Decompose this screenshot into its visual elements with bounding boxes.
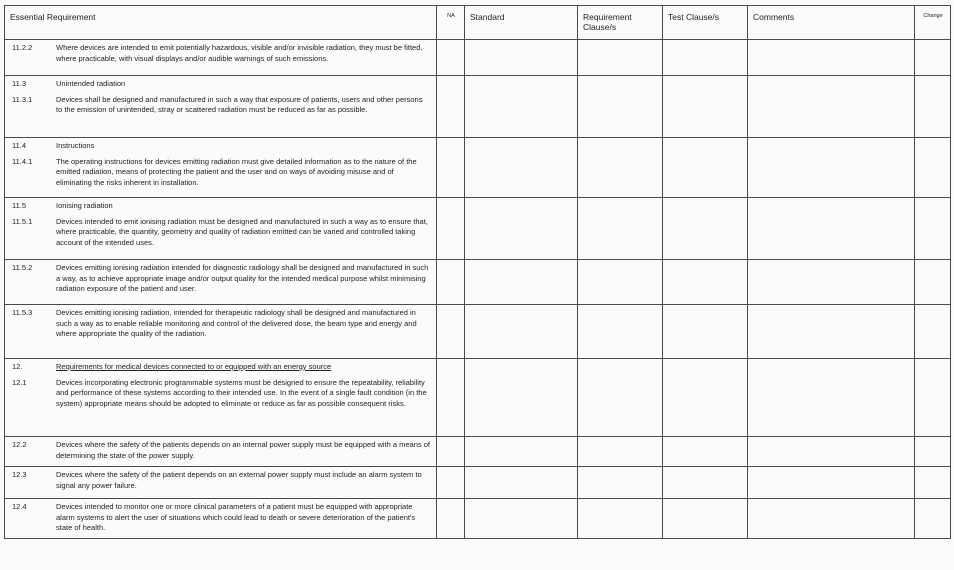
comments-cell (748, 198, 915, 260)
table-row (5, 305, 951, 359)
table-row (5, 198, 951, 260)
standard-cell (465, 138, 578, 198)
na-cell (437, 40, 465, 76)
requirement-clause-cell (578, 76, 663, 138)
clause-text: Devices intended to emit ionising radiation must be designed and manufactured in such a way as to ensure that, where practicable, the quantity, geometry and quality of radiation emitted can be varied and controlled taking account of the intended uses. (56, 216, 428, 247)
na-cell (437, 305, 465, 359)
essential-requirements-table (4, 5, 951, 539)
requirement-cell (5, 138, 437, 198)
change-cell (915, 305, 951, 359)
header-standard: Standard (465, 6, 578, 40)
clause-text: Devices emitting ionising radiation, intended for therapeutic radiology shall be designed and manufactured in such a way as to enable reliable monitoring and control of the delivered dose, the beam type and energy and where appropriate the quality of the radiation. (56, 308, 417, 338)
clause-number: 11.4.1 (12, 156, 33, 166)
requirement-cell (5, 40, 437, 76)
standard-cell (465, 359, 578, 437)
header-requirement-clause: Requirement Clause/s (578, 6, 663, 40)
test-clause-cell (663, 198, 748, 260)
clause-text: Where devices are intended to emit potentially hazardous, visible and/or invisible radiation, they must be fitted, where practicable, with visual displays and/or audible warnings of such emissions. (56, 43, 423, 63)
clause-number: 11.5.1 (12, 216, 33, 226)
table-row (5, 40, 951, 76)
change-cell (915, 437, 951, 467)
clause-number: 11.5 (12, 201, 27, 210)
clause-number: 12.1 (12, 377, 27, 387)
table-row (5, 499, 951, 539)
requirement-cell (5, 499, 437, 539)
table-row (5, 260, 951, 305)
requirement-item (12, 502, 430, 534)
requirement-cell (5, 467, 437, 499)
requirement-clause-cell (578, 499, 663, 539)
requirement-cell (5, 437, 437, 467)
requirement-item (12, 43, 430, 64)
comments-cell (748, 260, 915, 305)
requirement-cell (5, 305, 437, 359)
requirement-item (12, 263, 430, 295)
test-clause-cell (663, 260, 748, 305)
test-clause-cell (663, 138, 748, 198)
test-clause-cell (663, 76, 748, 138)
comments-cell (748, 138, 915, 198)
clause-number: 11.5.2 (12, 263, 33, 272)
na-cell (437, 437, 465, 467)
comments-cell (748, 305, 915, 359)
test-clause-cell (663, 437, 748, 467)
standard-cell (465, 467, 578, 499)
requirement-item (12, 440, 430, 461)
requirement-item (12, 141, 430, 152)
requirement-clause-cell (578, 305, 663, 359)
na-cell (437, 138, 465, 198)
table-row (5, 359, 951, 437)
na-cell (437, 76, 465, 138)
change-cell (915, 359, 951, 437)
table-row (5, 467, 951, 499)
clause-number: 11.5.3 (12, 308, 33, 317)
requirement-clause-cell (578, 40, 663, 76)
requirement-clause-cell (578, 138, 663, 198)
comments-cell (748, 359, 915, 437)
clause-text: Devices incorporating electronic programmable systems must be designed to ensure the repeatability, reliability and performance of these systems according to their intended use. In the event of a single fault condition (in the system) appropriate means should be adopted to eliminate or reduce as far as possible consequent risks. (56, 377, 427, 408)
requirement-cell (5, 260, 437, 305)
requirement-item (12, 157, 430, 189)
na-cell (437, 260, 465, 305)
header-essential-requirement: Essential Requirement (5, 6, 437, 40)
standard-cell (465, 198, 578, 260)
clause-number: 11.4 (12, 141, 27, 150)
change-cell (915, 198, 951, 260)
header-na: NA (437, 6, 465, 40)
header-change: Change (915, 6, 951, 40)
clause-text: Requirements for medical devices connected to or equipped with an energy source (56, 362, 332, 371)
header-comments: Comments (748, 6, 915, 40)
requirement-clause-cell (578, 359, 663, 437)
requirement-item (12, 201, 430, 212)
na-cell (437, 499, 465, 539)
clause-number: 12.4 (12, 502, 27, 511)
clause-text: The operating instructions for devices emitting radiation must give detailed information as to the nature of the emitted radiation, means of protecting the patient and the user and on ways of avoiding misuse and of eliminating the risks inherent in installation. (56, 156, 417, 187)
clause-number: 12. (12, 362, 23, 371)
change-cell (915, 499, 951, 539)
requirement-item (12, 308, 430, 340)
clause-text: Instructions (56, 141, 95, 150)
clause-number: 11.3.1 (12, 94, 33, 104)
test-clause-cell (663, 499, 748, 539)
requirement-item (12, 217, 430, 249)
test-clause-cell (663, 359, 748, 437)
standard-cell (465, 437, 578, 467)
change-cell (915, 76, 951, 138)
clause-text: Devices intended to monitor one or more clinical parameters of a patient must be equipped with appropriate alarm systems to alert the user of situations which could lead to death or severe deterioration of the patient's state of health. (56, 502, 416, 532)
test-clause-cell (663, 467, 748, 499)
clause-text: Devices shall be designed and manufactured in such a way that exposure of patients, users and other persons to the emission of unintended, stray or scattered radiation must be reduced as far as possible. (56, 94, 423, 114)
requirement-clause-cell (578, 437, 663, 467)
table-body (5, 40, 951, 539)
change-cell (915, 40, 951, 76)
clause-text: Ionising radiation (56, 201, 113, 210)
comments-cell (748, 437, 915, 467)
clause-number: 11.2.2 (12, 43, 33, 52)
requirement-item (12, 378, 430, 410)
requirement-item (12, 362, 430, 373)
standard-cell (465, 305, 578, 359)
na-cell (437, 198, 465, 260)
clause-text: Unintended radiation (56, 79, 126, 88)
clause-number: 12.2 (12, 440, 27, 449)
requirement-item (12, 95, 430, 116)
comments-cell (748, 467, 915, 499)
clause-text: Devices where the safety of the patient depends on an external power supply must include an alarm system to signal any power failure. (56, 470, 422, 490)
comments-cell (748, 40, 915, 76)
clause-text: Devices where the safety of the patients depends on an internal power supply must be equipped with a means of determining the state of the power supply. (56, 440, 430, 460)
requirement-cell (5, 359, 437, 437)
clause-number: 12.3 (12, 470, 27, 479)
requirement-item (12, 470, 430, 491)
requirement-cell (5, 198, 437, 260)
test-clause-cell (663, 40, 748, 76)
clause-number: 11.3 (12, 79, 27, 88)
comments-cell (748, 499, 915, 539)
clause-text: Devices emitting ionising radiation intended for diagnostic radiology shall be designed and manufactured in such a way, as to achieve appropriate image and/or output quality for the intended medical purpose whilst minimising radiation exposure of the patient and user. (56, 263, 429, 293)
requirement-clause-cell (578, 198, 663, 260)
na-cell (437, 467, 465, 499)
header-row (5, 6, 951, 40)
requirement-clause-cell (578, 260, 663, 305)
requirement-clause-cell (578, 467, 663, 499)
standard-cell (465, 40, 578, 76)
header-test-clause: Test Clause/s (663, 6, 748, 40)
test-clause-cell (663, 305, 748, 359)
na-cell (437, 359, 465, 437)
table-row (5, 138, 951, 198)
standard-cell (465, 76, 578, 138)
standard-cell (465, 499, 578, 539)
comments-cell (748, 76, 915, 138)
change-cell (915, 260, 951, 305)
standard-cell (465, 260, 578, 305)
requirement-cell (5, 76, 437, 138)
requirement-item (12, 79, 430, 90)
change-cell (915, 467, 951, 499)
table-row (5, 437, 951, 467)
table-row (5, 76, 951, 138)
change-cell (915, 138, 951, 198)
